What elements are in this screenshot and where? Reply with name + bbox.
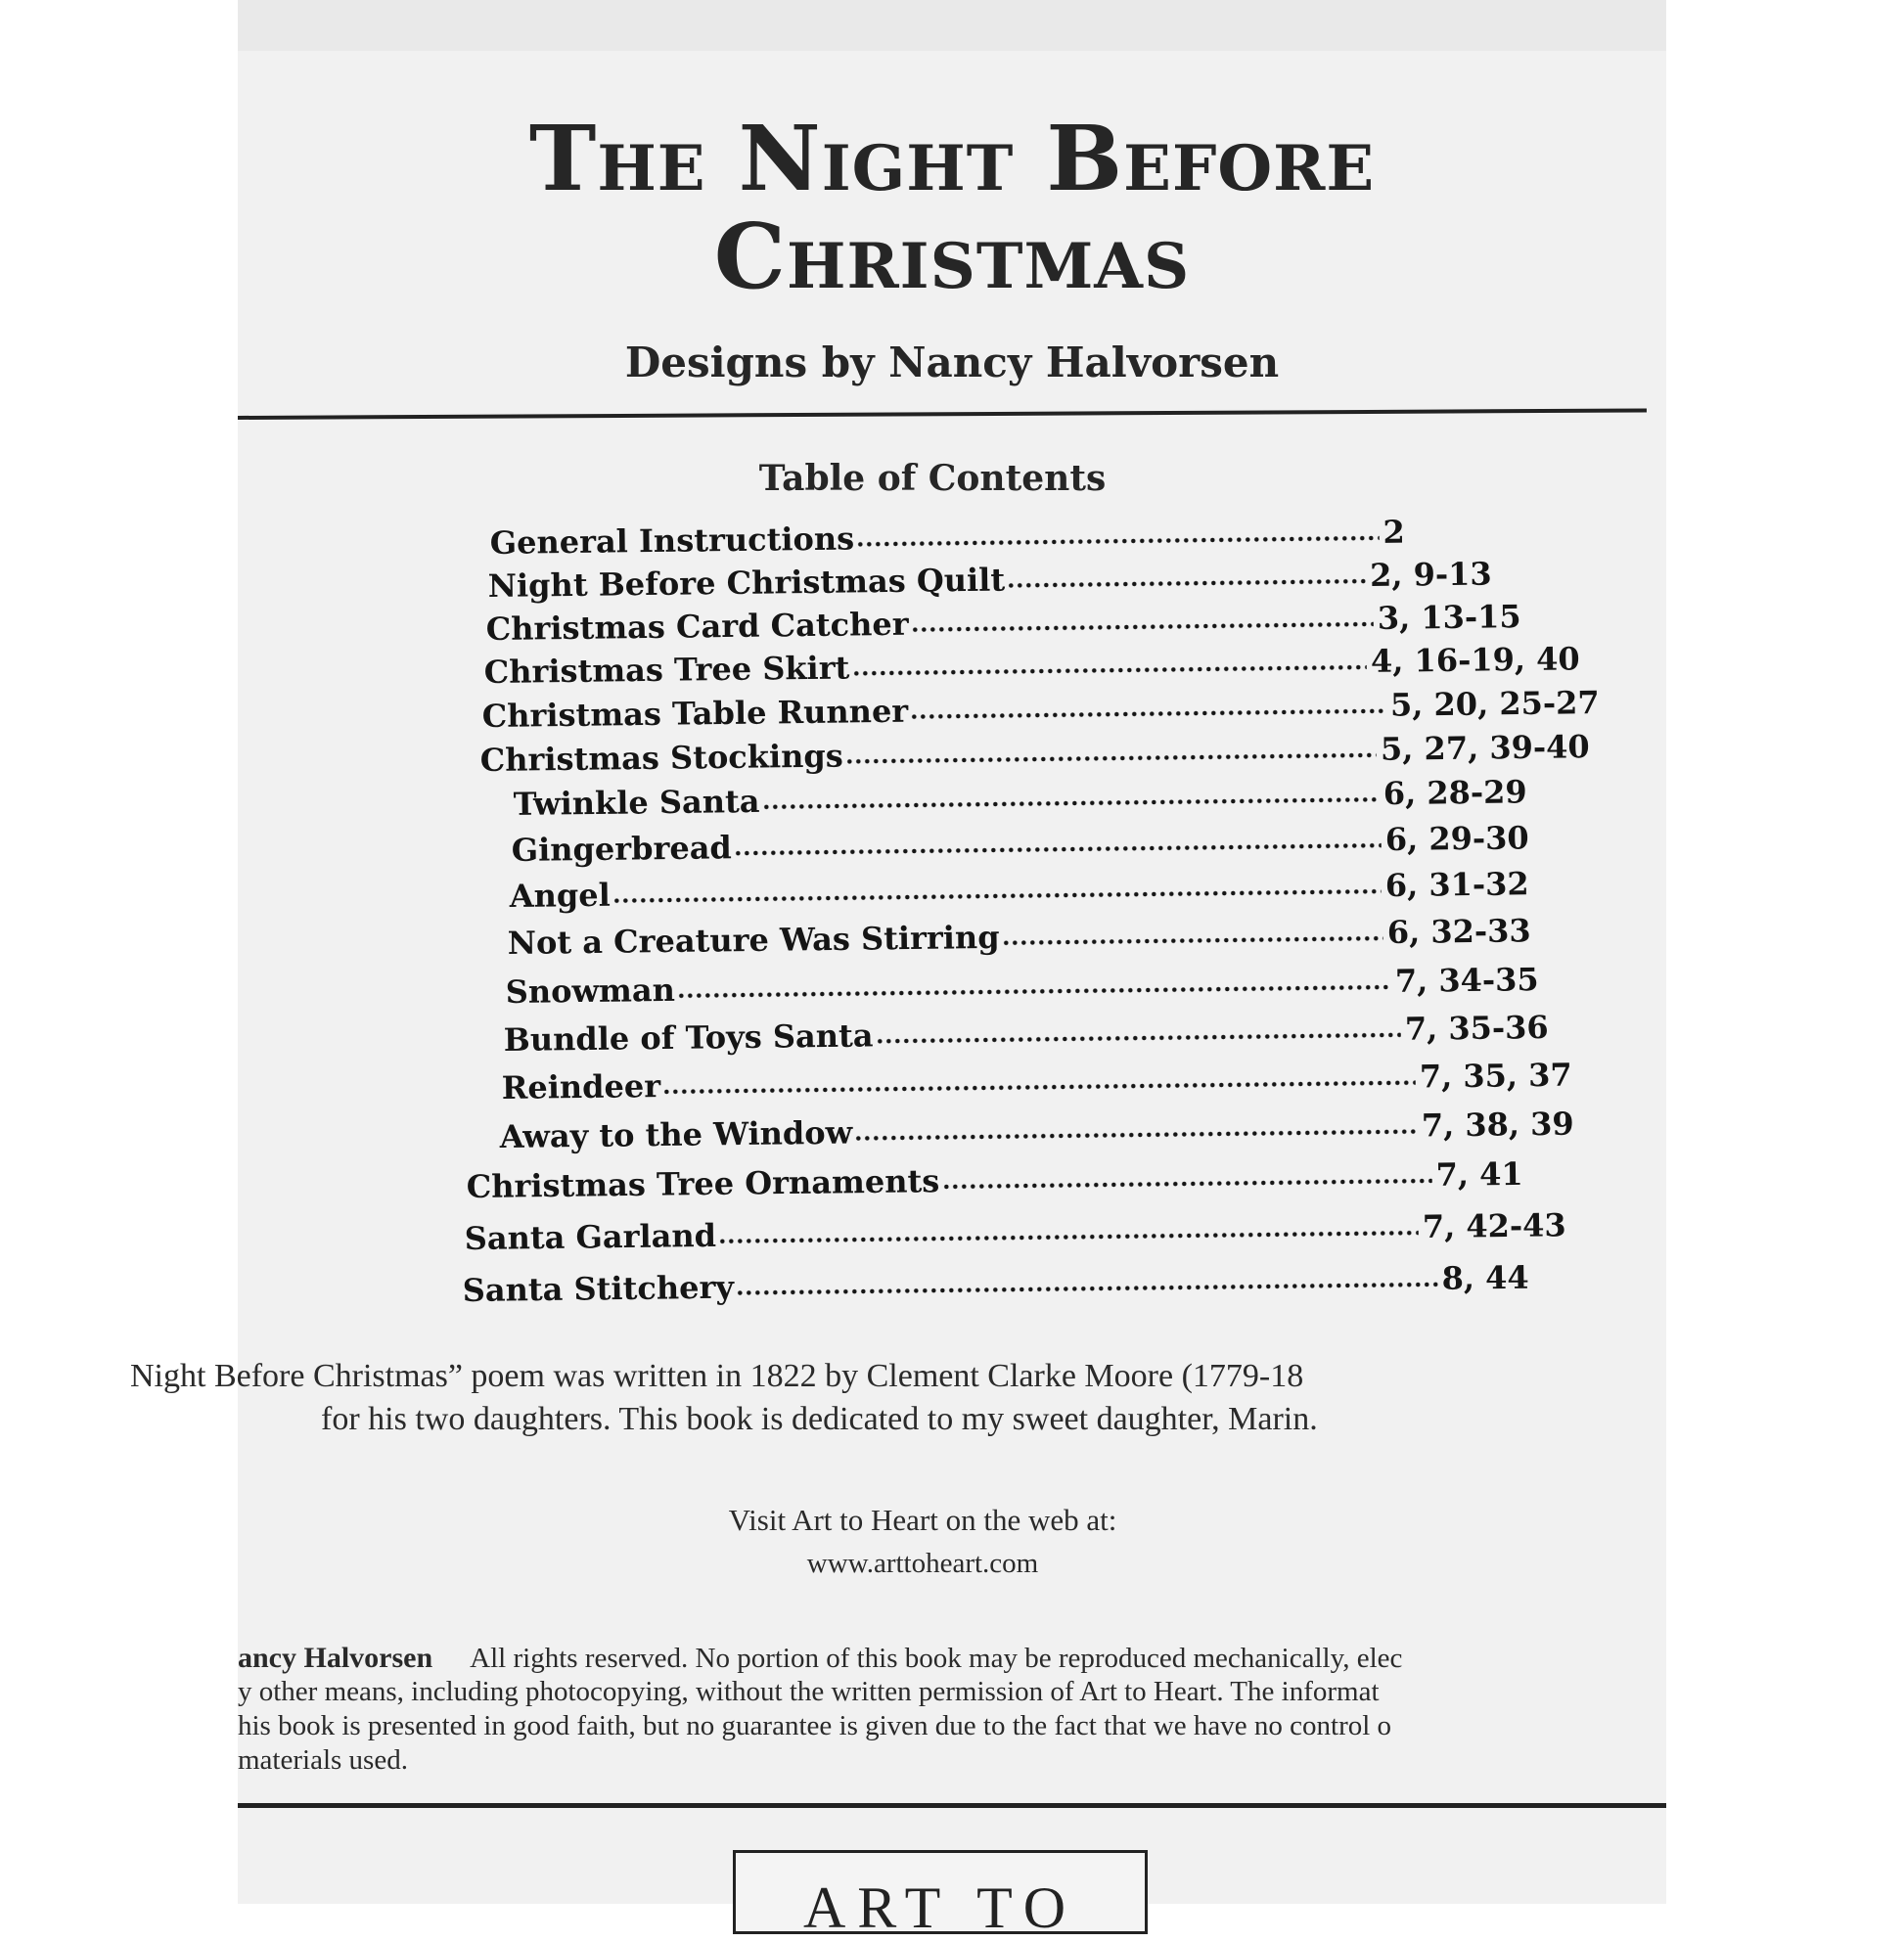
toc-entry-pages: 2, 9-13 — [1369, 555, 1492, 594]
toc-entry-label: Away to the Window — [499, 1113, 853, 1155]
copyright-line-3: his book is presented in good faith, but no guarantee is given due to the fact that we have no control o — [238, 1710, 1392, 1741]
toc-entry-label: Christmas Tree Skirt — [483, 649, 850, 691]
copyright-notice — [238, 1641, 1666, 1778]
toc-entry — [509, 859, 1528, 915]
toc-leader-dots — [911, 620, 1374, 634]
toc-entry-pages: 7, 34-35 — [1394, 961, 1539, 1000]
book-title-line-2: Christmas — [713, 203, 1191, 309]
toc-entry-label: Twinkle Santa — [513, 782, 760, 823]
divider-rule-bottom — [238, 1803, 1666, 1808]
copyright-text-1: All rights reserved. No portion of this book may be reproduced mechanically, elec — [470, 1643, 1403, 1674]
toc-leader-dots — [662, 1079, 1416, 1096]
divider-rule-top — [238, 408, 1647, 420]
toc-leader-dots — [941, 1177, 1431, 1191]
toc-entry-pages: 5, 27, 39-40 — [1380, 728, 1590, 768]
toc-leader-dots — [736, 1281, 1438, 1297]
toc-entry-label: Bundle of Toys Santa — [503, 1016, 874, 1059]
toc-entry-label: Christmas Table Runner — [481, 692, 909, 735]
toc-entry-label: Christmas Stockings — [479, 737, 843, 779]
website-intro: Visit Art to Heart on the web at: — [728, 1503, 1117, 1537]
publisher-logo-text: ART TO — [802, 1875, 1078, 1940]
toc-leader-dots — [612, 887, 1382, 905]
dedication-line-2: for his two daughters. This book is dedicated to my sweet daughter, Marin. — [321, 1401, 1318, 1437]
toc-entry — [464, 1200, 1565, 1257]
toc-entry-pages: 3, 13-15 — [1377, 598, 1521, 637]
toc-entry — [503, 1003, 1548, 1059]
toc-entry-label: Angel — [509, 876, 611, 915]
toc-entry-label: Not a Creature Was Stirring — [507, 918, 1000, 962]
toc-entry-pages: 6, 29-30 — [1384, 819, 1529, 859]
toc-leader-dots — [761, 795, 1379, 811]
toc-leader-dots — [854, 1128, 1418, 1143]
toc-entry-pages: 8, 44 — [1441, 1258, 1529, 1297]
toc-entry-pages: 7, 41 — [1435, 1154, 1523, 1194]
toc-entry-pages: 7, 35, 37 — [1419, 1056, 1572, 1096]
toc-entry-label: Reindeer — [501, 1067, 661, 1106]
copyright-line-4: materials used. — [238, 1744, 408, 1776]
toc-entry — [466, 1150, 1522, 1205]
toc-leader-dots — [875, 1031, 1400, 1046]
toc-leader-dots — [845, 751, 1377, 766]
toc-entry-pages: 6, 28-29 — [1383, 773, 1527, 813]
toc-leader-dots — [677, 983, 1391, 1000]
toc-leader-dots — [734, 841, 1382, 857]
toc-entry — [505, 955, 1538, 1011]
toc-entry-label: Night Before Christmas Quilt — [487, 561, 1006, 605]
copyright-author: ancy Halvorsen — [238, 1642, 433, 1674]
toc-entry-pages: 6, 32-33 — [1386, 912, 1531, 952]
toc-leader-dots — [1007, 577, 1366, 589]
toc-leader-dots — [1002, 934, 1383, 947]
toc-entry-label: General Instructions — [489, 519, 855, 562]
book-page — [130, 0, 1666, 1940]
toc-entry-label: Santa Garland — [464, 1216, 717, 1257]
toc-entry-pages: 7, 38, 39 — [1421, 1105, 1574, 1145]
toc-leader-dots — [718, 1229, 1419, 1245]
copyright-line-1 — [238, 1641, 1666, 1675]
toc-entry-label: Christmas Card Catcher — [485, 605, 909, 648]
toc-entry-pages: 2 — [1383, 513, 1405, 551]
toc-entry — [501, 1051, 1571, 1106]
toc-entry-label: Santa Stitchery — [462, 1268, 735, 1309]
page-top-shadow — [238, 0, 1666, 51]
toc-entry-label: Snowman — [505, 971, 676, 1011]
toc-entry-pages: 4, 16-19, 40 — [1370, 640, 1580, 680]
toc-entry — [499, 1100, 1573, 1155]
dedication-line-1: Night Before Christmas” poem was written in 1822 by Clement Clarke Moore (1779-18 — [130, 1358, 1304, 1394]
toc-entry — [507, 906, 1530, 962]
toc-leader-dots — [856, 534, 1379, 549]
toc-entry-pages: 6, 31-32 — [1384, 865, 1529, 905]
toc-entry-label: Gingerbread — [511, 829, 733, 869]
toc-heading: Table of Contents — [758, 458, 1107, 499]
website-url[interactable]: www.arttoheart.com — [806, 1548, 1039, 1579]
toc-entry-label: Christmas Tree Ornaments — [466, 1162, 940, 1205]
book-title-line-1: The Night Before — [528, 106, 1376, 211]
toc-entry-pages: 7, 42-43 — [1422, 1206, 1566, 1246]
publisher-logo — [733, 1850, 1148, 1940]
toc-leader-dots — [910, 707, 1386, 721]
book-subtitle: Designs by Nancy Halvorsen — [624, 339, 1280, 386]
copyright-line-2: y other means, including photocopying, without the written permission of Art to Heart. The informat — [238, 1676, 1380, 1707]
toc-entry — [462, 1253, 1528, 1309]
toc-entry-pages: 7, 35-36 — [1404, 1008, 1549, 1048]
toc-entry-pages: 5, 20, 25-27 — [1389, 684, 1600, 724]
toc-leader-dots — [851, 663, 1367, 677]
